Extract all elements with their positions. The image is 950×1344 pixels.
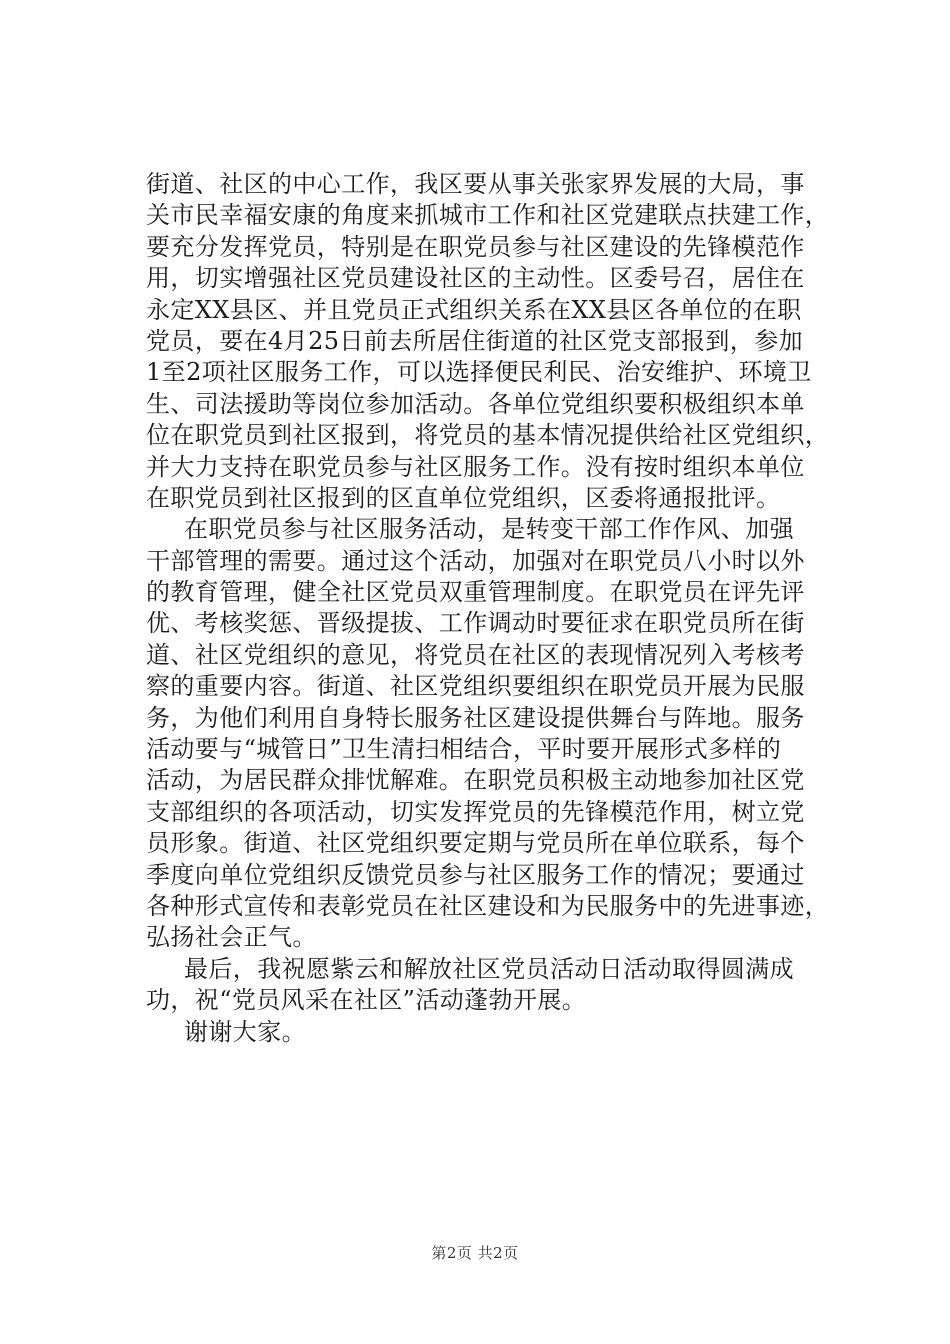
text-line: 永定XX县区、并且党员正式组织关系在XX县区各单位的在职 [146,295,802,324]
text-line: 街道、社区的中心工作，我区要从事关张家界发展的大局，事 [146,170,805,198]
text-line: 察的重要内容。街道、社区党组织要组织在职党员开展为民服 [146,672,805,701]
text-line: 要充分发挥党员，特别是在职党员参与社区建设的先锋模范作 [146,232,805,261]
text-line: 党员，要在4月25日前去所居住街道的社区党支部报到，参加 [146,326,804,355]
text-line: 活动，为居民群众排忧解难。在职党员积极主动地参加社区党 [146,766,805,795]
closing-line: 谢谢大家。 [184,1017,306,1046]
text-line: 位在职党员到社区报到，将党员的基本情况提供给社区党组织， [146,421,830,450]
paragraph-start-line: 在职党员参与社区服务活动，是转变干部工作作风、加强 [184,515,794,544]
text-line: 功，祝“党员风采在社区”活动蓬勃开展。 [146,986,587,1015]
text-line: 弘扬社会正气。 [146,923,317,952]
text-line: 生、司法援助等岗位参加活动。各单位党组织要积极组织本单 [146,389,805,418]
text-line: 支部组织的各项活动，切实发挥党员的先锋模范作用，树立党 [146,797,805,826]
text-line: 用，切实增强社区党员建设社区的主动性。区委号召，居住在 [146,264,805,293]
text-line: 员形象。街道、社区党组织要定期与党员所在单位联系，每个 [146,829,805,858]
page-number-footer: 第2页 共2页 [431,1244,519,1262]
text-line: 的教育管理，健全社区党员双重管理制度。在职党员在评先评 [146,578,805,607]
text-line: 干部管理的需要。通过这个活动，加强对在职党员八小时以外 [146,546,805,575]
text-line: 1至2项社区服务工作，可以选择便民利民、治安维护、环境卫 [146,358,812,387]
document-body [146,169,846,1048]
text-line: 在职党员到社区报到的区直单位党组织，区委将通报批评。 [146,483,781,512]
text-line: 各种形式宣传和表彰党员在社区建设和为民服务中的先进事迹， [146,891,830,920]
paragraph-start-line: 最后，我祝愿紫云和解放社区党员活动日活动取得圆满成 [184,954,794,983]
text-line: 务，为他们利用自身特长服务社区建设提供舞台与阵地。服务 [146,703,805,732]
text-line: 活动要与“城管日”卫生清扫相结合，平时要开展形式多样的 [146,735,782,764]
text-line: 并大力支持在职党员参与社区服务工作。没有按时组织本单位 [146,452,805,481]
text-line: 优、考核奖惩、晋级提拔、工作调动时要征求在职党员所在街 [146,609,805,638]
text-line: 关市民幸福安康的角度来抓城市工作和社区党建联点扶建工作， [146,201,830,230]
text-line: 道、社区党组织的意见，将党员在社区的表现情况列入考核考 [146,640,805,669]
text-line: 季度向单位党组织反馈党员参与社区服务工作的情况；要通过 [146,860,805,889]
